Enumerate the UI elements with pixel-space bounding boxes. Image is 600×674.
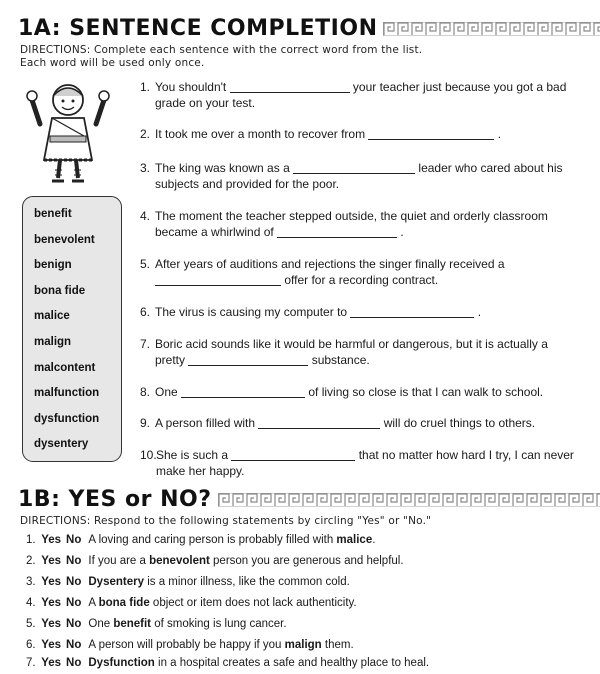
statement-item bbox=[26, 638, 354, 653]
word-bank-item: benevolent bbox=[34, 233, 95, 246]
answer-blank[interactable] bbox=[368, 128, 494, 140]
question-item bbox=[140, 304, 580, 320]
question-text-before: After years of auditions and rejections the singer finally received a bbox=[155, 257, 505, 271]
question-item bbox=[140, 447, 580, 479]
answer-blank[interactable] bbox=[230, 81, 350, 93]
question-number: 4. bbox=[140, 209, 151, 223]
answer-blank[interactable] bbox=[188, 354, 308, 366]
question-number: 5. bbox=[140, 257, 151, 271]
question-item bbox=[140, 160, 580, 192]
statement-text: of smoking is lung cancer. bbox=[151, 618, 287, 630]
question-text-before: She is such a bbox=[156, 448, 232, 462]
section-a-title: 1A: SENTENCE COMPLETION bbox=[18, 16, 378, 41]
statement-number: 1. bbox=[26, 534, 36, 546]
question-text-after: leader who cared about his subjects and provided for the poor. bbox=[155, 161, 563, 191]
statement-text: A loving and caring person is probably filled with bbox=[88, 534, 337, 546]
greek-key-border-icon bbox=[218, 493, 600, 507]
question-text-after: . bbox=[397, 225, 404, 239]
question-text-after: that no matter how hard I try, I can never make her happy. bbox=[156, 448, 574, 478]
question-number: 9. bbox=[140, 416, 151, 430]
statement-number: 5. bbox=[26, 618, 36, 630]
statement-text: object or item does not lack authenticity. bbox=[149, 597, 357, 609]
directions-text: DIRECTIONS: Respond to the following statements by circling "Yes" or "No." bbox=[20, 515, 432, 527]
section-a-heading bbox=[18, 16, 600, 41]
word-bank-item: dysentery bbox=[34, 438, 89, 451]
question-text-after: of living so close is that I can walk to school. bbox=[305, 385, 544, 399]
question-text-before: The moment the teacher stepped outside, the quiet and orderly classroom became a whirlwind of bbox=[155, 209, 548, 239]
question-text-after: substance. bbox=[308, 353, 370, 367]
yes-option[interactable]: Yes bbox=[41, 576, 62, 588]
question-text-before: The king was known as a bbox=[155, 161, 294, 175]
statement-text: A bbox=[88, 597, 99, 609]
question-text-after: . bbox=[494, 127, 502, 141]
statement-number: 2. bbox=[26, 555, 36, 567]
statement-number: 7. bbox=[26, 657, 36, 669]
word-bank-item: dysfunction bbox=[34, 412, 100, 425]
question-item bbox=[140, 208, 580, 240]
question-text-before: One bbox=[155, 385, 182, 399]
section-b-title: 1B: YES or NO? bbox=[18, 487, 212, 512]
section-b-heading bbox=[18, 487, 600, 512]
question-number: 2. bbox=[140, 127, 151, 141]
question-text-before: It took me over a month to recover from bbox=[155, 127, 369, 141]
question-text-before: The virus is causing my computer to bbox=[155, 305, 351, 319]
statement-text: in a hospital creates a safe and healthy place to heal. bbox=[154, 657, 430, 669]
question-item bbox=[140, 256, 580, 288]
statement-number: 3. bbox=[26, 576, 36, 588]
statement-keyword: malign bbox=[284, 639, 322, 651]
word-bank-item: malign bbox=[34, 335, 72, 348]
answer-blank[interactable] bbox=[231, 449, 355, 461]
greek-key-border-icon bbox=[383, 22, 600, 36]
statement-keyword: benefit bbox=[113, 618, 152, 630]
question-text-after: your teacher just because you got a bad grade on your test. bbox=[155, 80, 567, 110]
statement-number: 4. bbox=[26, 597, 36, 609]
no-option[interactable]: No bbox=[66, 534, 82, 546]
statement-text: One bbox=[88, 618, 114, 630]
question-item bbox=[140, 79, 580, 111]
question-item bbox=[140, 336, 580, 368]
statement-item bbox=[26, 617, 287, 632]
yes-option[interactable]: Yes bbox=[41, 597, 62, 609]
word-bank bbox=[22, 196, 122, 462]
question-text-after: . bbox=[474, 305, 482, 319]
statement-keyword: malice bbox=[336, 534, 373, 546]
statement-item bbox=[26, 596, 357, 611]
directions-line-2: Each word will be used only once. bbox=[20, 57, 205, 69]
no-option[interactable]: No bbox=[66, 576, 82, 588]
question-number: 3. bbox=[140, 161, 151, 175]
no-option[interactable]: No bbox=[66, 618, 82, 630]
no-option[interactable]: No bbox=[66, 555, 82, 567]
statement-keyword: bona fide bbox=[98, 597, 150, 609]
question-item bbox=[140, 126, 580, 142]
word-bank-item: malfunction bbox=[34, 387, 100, 400]
statement-keyword: Dysentery bbox=[88, 576, 144, 588]
statement-item bbox=[26, 533, 375, 548]
statement-text: is a minor illness, like the common cold. bbox=[144, 576, 350, 588]
word-bank-item: benefit bbox=[34, 208, 72, 220]
word-bank-item: malice bbox=[34, 310, 70, 323]
yes-option[interactable]: Yes bbox=[41, 657, 62, 669]
answer-blank[interactable] bbox=[258, 417, 380, 429]
statement-text: them. bbox=[321, 639, 354, 651]
no-option[interactable]: No bbox=[66, 597, 82, 609]
question-number: 8. bbox=[140, 385, 151, 399]
question-text-after: will do cruel things to others. bbox=[380, 416, 536, 430]
question-item bbox=[140, 384, 580, 400]
yes-option[interactable]: Yes bbox=[41, 534, 62, 546]
statement-item bbox=[26, 575, 350, 590]
statement-text: person you are generous and helpful. bbox=[209, 555, 404, 567]
question-number: 1. bbox=[140, 80, 151, 94]
statement-text: . bbox=[372, 534, 376, 546]
section-a-directions bbox=[20, 44, 422, 70]
word-bank-item: benign bbox=[34, 259, 72, 272]
statement-item bbox=[26, 656, 429, 671]
statement-text: If you are a bbox=[88, 555, 150, 567]
greek-child-clipart-icon bbox=[22, 78, 114, 190]
yes-option[interactable]: Yes bbox=[41, 618, 62, 630]
section-b-directions bbox=[20, 515, 431, 528]
statement-keyword: Dysfunction bbox=[88, 657, 155, 669]
question-item bbox=[140, 415, 580, 431]
word-bank-item: bona fide bbox=[34, 284, 86, 297]
question-number: 10. bbox=[140, 448, 157, 462]
statement-keyword: benevolent bbox=[149, 555, 210, 567]
question-number: 7. bbox=[140, 337, 151, 351]
question-text-before: A person filled with bbox=[155, 416, 259, 430]
answer-blank[interactable] bbox=[181, 386, 305, 398]
answer-blank[interactable] bbox=[155, 274, 281, 286]
yes-option[interactable]: Yes bbox=[41, 639, 62, 651]
question-number: 6. bbox=[140, 305, 151, 319]
yes-option[interactable]: Yes bbox=[41, 555, 62, 567]
answer-blank[interactable] bbox=[350, 306, 474, 318]
no-option[interactable]: No bbox=[66, 639, 82, 651]
answer-blank[interactable] bbox=[293, 162, 415, 174]
question-text-before: Boric acid sounds like it would be harmful or dangerous, but it is actually a pretty bbox=[155, 337, 548, 367]
no-option[interactable]: No bbox=[66, 657, 82, 669]
word-bank-item: malcontent bbox=[34, 361, 96, 374]
directions-line-1: DIRECTIONS: Complete each sentence with the correct word from the list. bbox=[20, 44, 423, 56]
question-text-after: offer for a recording contract. bbox=[281, 273, 439, 287]
statement-number: 6. bbox=[26, 639, 36, 651]
statement-text: A person will probably be happy if you bbox=[88, 639, 285, 651]
question-text-before: You shouldn't bbox=[155, 80, 230, 94]
answer-blank[interactable] bbox=[277, 226, 397, 238]
statement-item bbox=[26, 554, 404, 569]
